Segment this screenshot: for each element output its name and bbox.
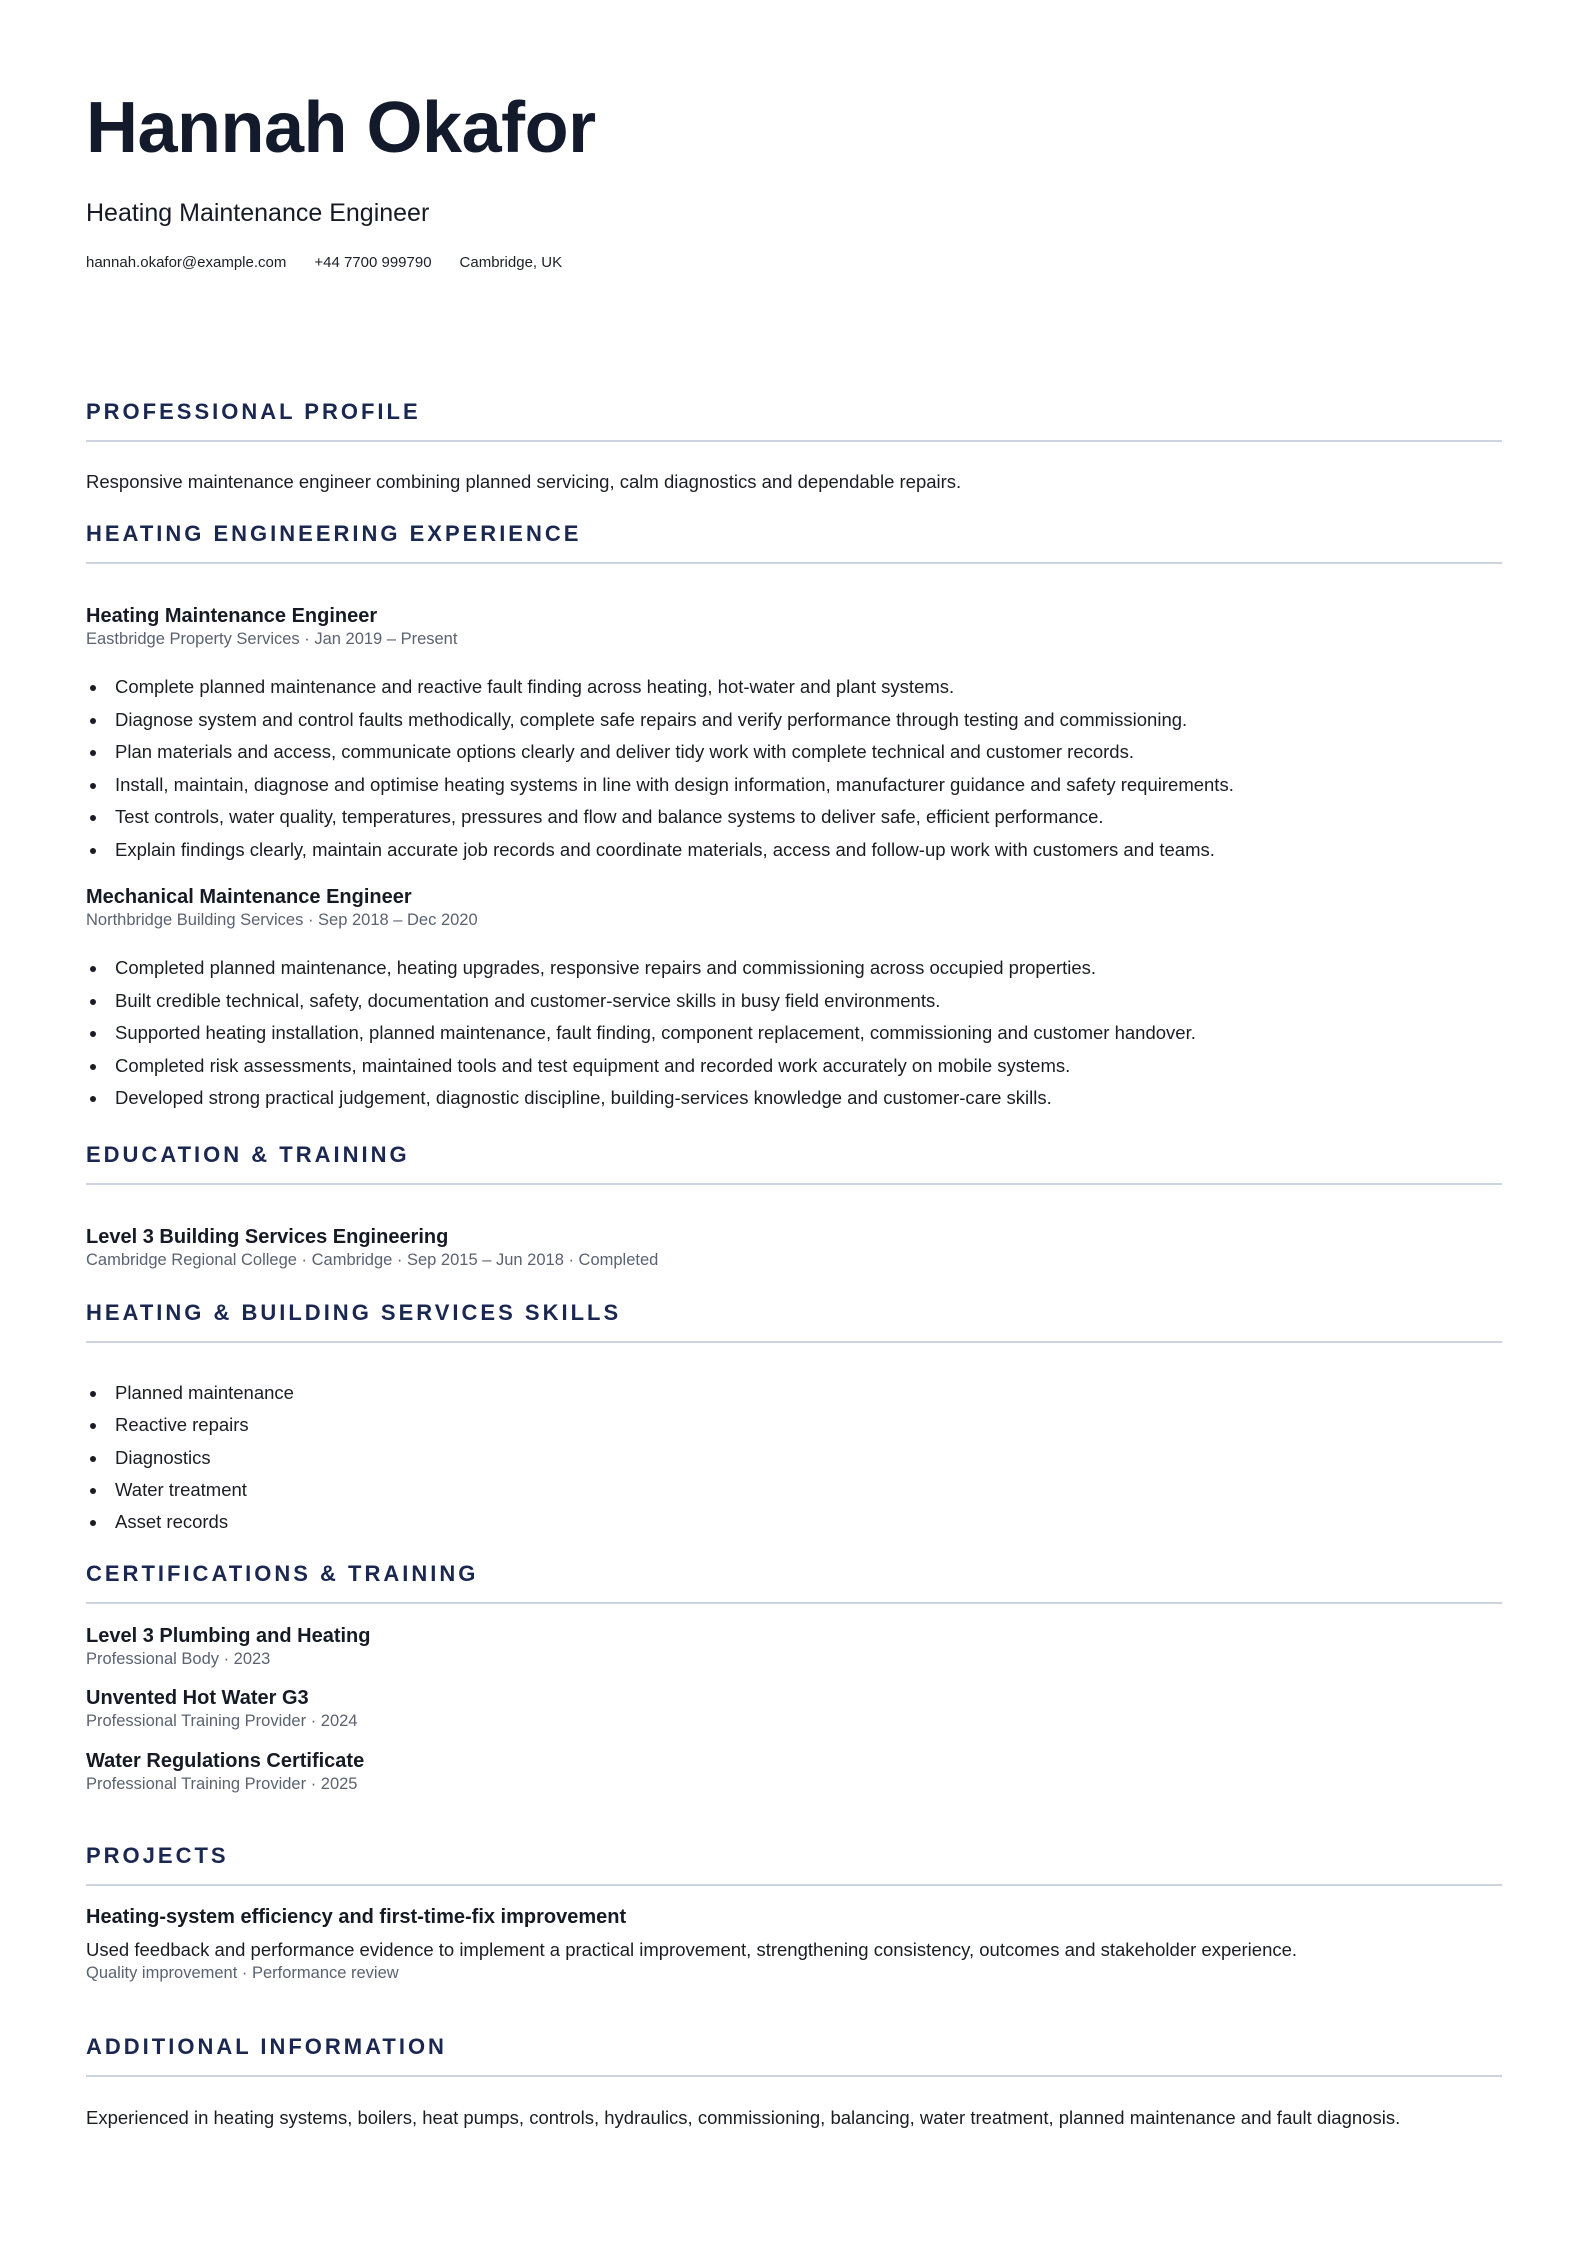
candidate-name: Hannah Okafor: [86, 88, 596, 168]
certification-name: Water Regulations Certificate: [86, 1749, 365, 1772]
job-bullet: Explain findings clearly, maintain accurate job records and coordinate materials, access and follow-up work with customers and teams.: [115, 834, 1502, 866]
section-title-projects: PROJECTS: [86, 1843, 229, 1869]
job-bullet: Diagnose system and control faults methodically, complete safe repairs and verify performance through testing and commissioning.: [115, 704, 1502, 736]
section-title-profile: PROFESSIONAL PROFILE: [86, 399, 421, 424]
certification-entry: [86, 1624, 1502, 1670]
contact-line: [86, 254, 1502, 271]
job-bullet: Complete planned maintenance and reactive fault finding across heating, hot-water and plant systems.: [115, 671, 1502, 703]
section-divider: [86, 1183, 1502, 1185]
job-bullet: Plan materials and access, communicate options clearly and deliver tidy work with complete technical and customer records.: [115, 736, 1502, 768]
section-title-additional: ADDITIONAL INFORMATION: [86, 2033, 447, 2059]
job-bullet: Built credible technical, safety, documentation and customer-service skills in busy field environments.: [115, 985, 1502, 1017]
project-entry: [86, 1905, 1502, 1984]
section-divider: [86, 562, 1502, 564]
job-role: Mechanical Maintenance Engineer: [86, 885, 412, 908]
job-bullets: [86, 952, 1502, 1114]
certification-meta: Professional Training Provider · 2025: [86, 1774, 358, 1793]
project-tags: Quality improvement · Performance review: [86, 1964, 399, 1983]
job-meta: Eastbridge Property Services · Jan 2019 – Present: [86, 630, 458, 649]
contact-email[interactable]: hannah.okafor@example.com: [86, 254, 287, 271]
job-role: Heating Maintenance Engineer: [86, 605, 378, 628]
certification-entry: [86, 1686, 1502, 1732]
section-divider: [86, 1884, 1502, 1886]
candidate-headline: Heating Maintenance Engineer: [86, 199, 430, 227]
education-meta: Cambridge Regional College · Cambridge · Sep 2015 – Jun 2018 · Completed: [86, 1251, 659, 1270]
certifications-section: [86, 1560, 1502, 1795]
section-divider: [86, 440, 1502, 442]
job-bullet: Completed risk assessments, maintained tools and test equipment and recorded work accurately on mobile systems.: [115, 1050, 1502, 1082]
contact-location: Cambridge, UK: [459, 254, 563, 271]
skill-item: Reactive repairs: [115, 1409, 1502, 1441]
certification-entry: [86, 1749, 1502, 1795]
additional-text: Experienced in heating systems, boilers, heat pumps, controls, hydraulics, commissioning, balancing, water treatment, planned maintenance and fault diagnosis.: [86, 2106, 1401, 2128]
section-divider: [86, 1602, 1502, 1604]
certification-name: Level 3 Plumbing and Heating: [86, 1624, 371, 1647]
project-description: Used feedback and performance evidence to implement a practical improvement, strengthening consistency, outcomes and stakeholder experience.: [86, 1939, 1298, 1961]
skill-item: Asset records: [115, 1506, 1502, 1538]
section-title-skills: HEATING & BUILDING SERVICES SKILLS: [86, 1299, 622, 1325]
profile-text: Responsive maintenance engineer combining planned servicing, calm diagnostics and dependable repairs.: [86, 471, 962, 492]
section-title-education: EDUCATION & TRAINING: [86, 1142, 410, 1168]
job-bullet: Completed planned maintenance, heating upgrades, responsive repairs and commissioning across occupied properties.: [115, 952, 1502, 984]
section-title-experience: HEATING ENGINEERING EXPERIENCE: [86, 521, 582, 547]
projects-section: [86, 1845, 1502, 1984]
resume-header: [86, 88, 1502, 271]
certification-name: Unvented Hot Water G3: [86, 1687, 309, 1710]
education-entry: [86, 1225, 1502, 1271]
section-divider: [86, 1341, 1502, 1343]
job-entry: [86, 604, 1502, 866]
profile-section: [86, 401, 1502, 494]
certification-meta: Professional Training Provider · 2024: [86, 1712, 358, 1731]
skills-list: [86, 1377, 1502, 1539]
education-section: [86, 1144, 1502, 1271]
section-title-certifications: CERTIFICATIONS & TRAINING: [86, 1560, 479, 1586]
job-bullet: Install, maintain, diagnose and optimise heating systems in line with design information, manufacturer guidance and safety requirements.: [115, 769, 1502, 801]
skills-section: [86, 1299, 1502, 1539]
skill-item: Diagnostics: [115, 1442, 1502, 1474]
job-meta: Northbridge Building Services · Sep 2018 – Dec 2020: [86, 910, 478, 929]
contact-phone[interactable]: +44 7700 999790: [314, 254, 432, 271]
job-entry: [86, 885, 1502, 1114]
job-bullet: Developed strong practical judgement, diagnostic discipline, building-services knowledge and customer-care skills.: [115, 1082, 1502, 1114]
certification-meta: Professional Body · 2023: [86, 1649, 271, 1668]
experience-section: [86, 523, 1502, 1114]
project-name: Heating-system efficiency and first-time-fix improvement: [86, 1906, 627, 1929]
job-bullet: Supported heating installation, planned maintenance, fault finding, component replacement, commissioning and customer handover.: [115, 1017, 1502, 1049]
job-bullet: Test controls, water quality, temperatures, pressures and flow and balance systems to deliver safe, efficient performance.: [115, 801, 1502, 833]
section-divider: [86, 2075, 1502, 2077]
education-name: Level 3 Building Services Engineering: [86, 1226, 449, 1249]
skill-item: Water treatment: [115, 1474, 1502, 1506]
skill-item: Planned maintenance: [115, 1377, 1502, 1409]
job-bullets: [86, 671, 1502, 865]
additional-section: [86, 2033, 1502, 2130]
